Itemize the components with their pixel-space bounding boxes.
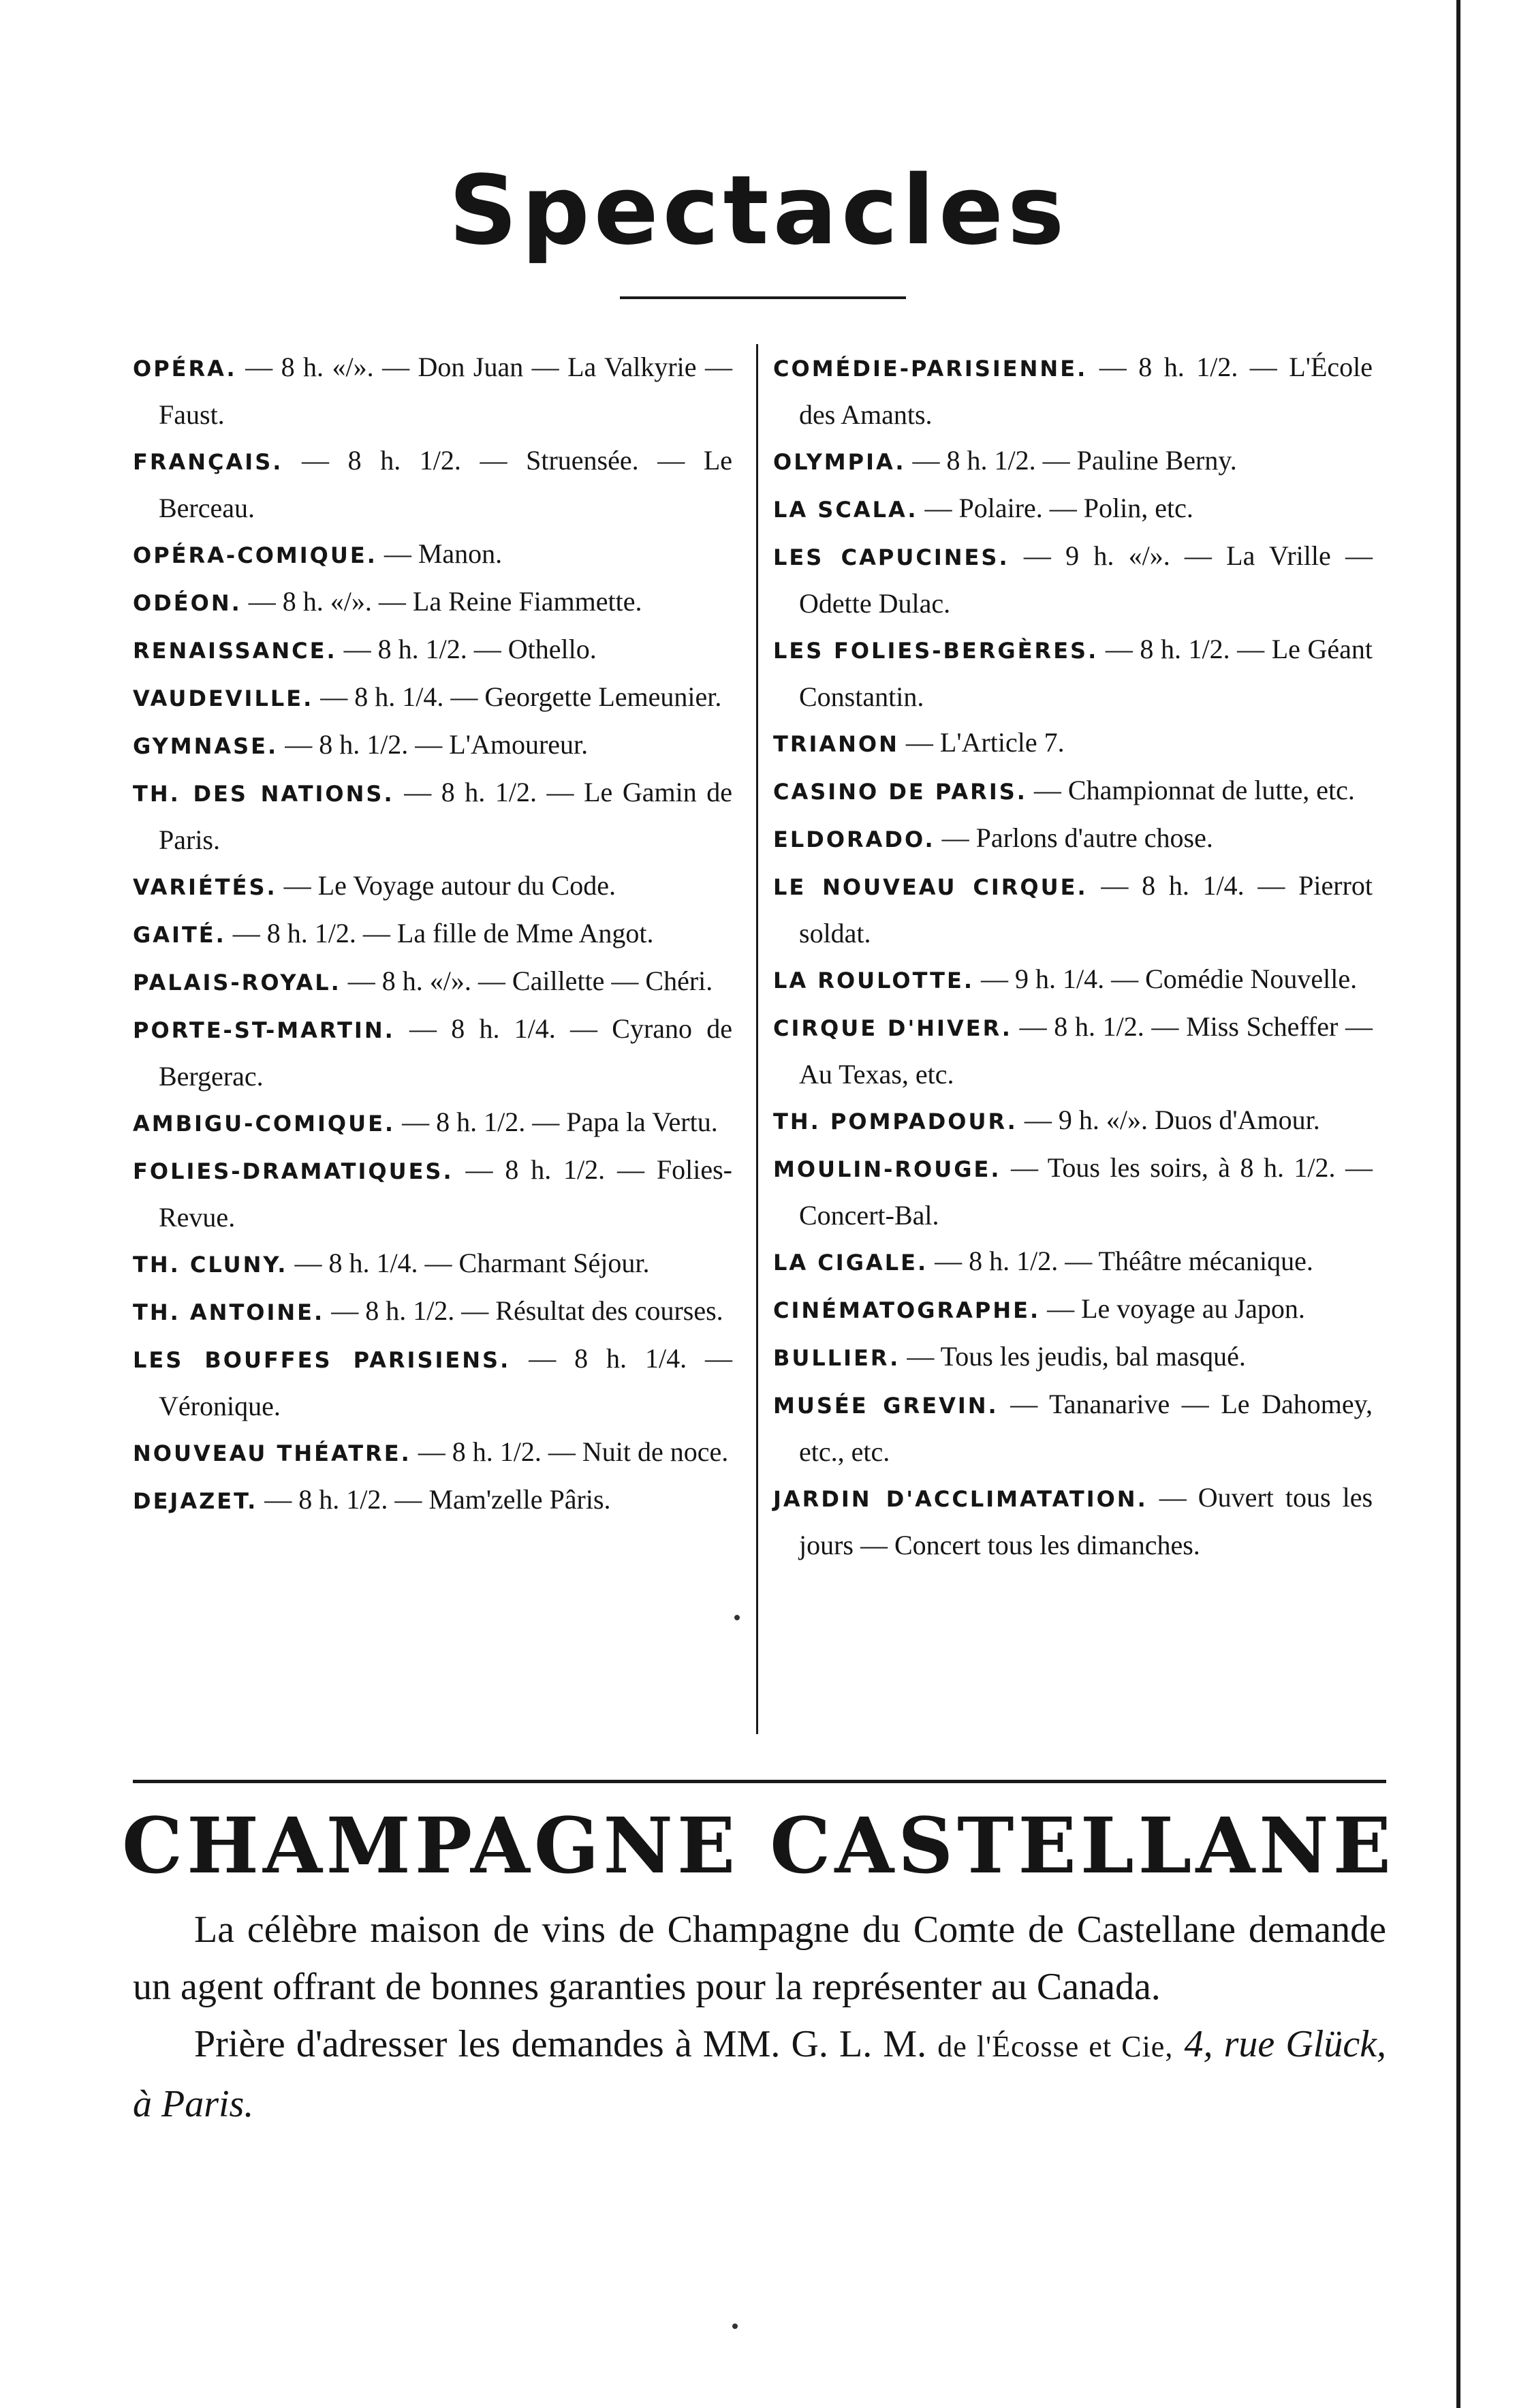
venue-name: FOLIES-DRAMATIQUES. — [133, 1158, 454, 1184]
venue-name: LA CIGALE. — [773, 1250, 928, 1276]
venue-name: OPÉRA. — [133, 356, 237, 382]
listing-entry — [133, 344, 732, 437]
venue-name: LES FOLIES-BERGÈRES. — [773, 638, 1099, 664]
venue-name: CIRQUE D'HIVER. — [773, 1015, 1012, 1041]
right-column — [773, 344, 1373, 1568]
venue-name: VAUDEVILLE. — [133, 685, 314, 711]
ad-title: CHAMPAGNE CASTELLANE — [122, 1802, 1395, 1891]
listing-entry — [133, 958, 732, 1006]
listing-entry — [133, 626, 732, 674]
column-divider — [756, 344, 758, 1734]
venue-name: FRANÇAIS. — [133, 449, 283, 475]
venue-name: CINÉMATOGRAPHE. — [773, 1297, 1041, 1323]
listing-entry — [133, 531, 732, 578]
listing-details: — 8 h. 1/2. — Miss Scheffer — Au Texas, etc. — [799, 1011, 1373, 1090]
venue-name: TH. POMPADOUR. — [773, 1109, 1018, 1134]
listing-entry — [773, 956, 1373, 1004]
ad-paragraph-1: La célèbre maison de vins de Champagne du Comte de Castellane demande un agent offrant de bonnes garanties pour la représenter au Canada. — [133, 1909, 1386, 2008]
listing-entry — [773, 1475, 1373, 1568]
listing-entry — [773, 485, 1373, 533]
listing-details: — 8 h. 1/2. — L'École des Amants. — [799, 352, 1373, 430]
venue-name: TH. DES NATIONS. — [133, 781, 394, 807]
venue-name: MOULIN-ROUGE. — [773, 1156, 1001, 1182]
listing-details: — 9 h. «/». Duos d'Amour. — [1024, 1105, 1320, 1135]
left-column — [133, 344, 732, 1524]
venue-name: OPÉRA-COMIQUE. — [133, 542, 377, 568]
venue-name: TH. ANTOINE. — [133, 1299, 325, 1325]
venue-name: LA SCALA. — [773, 497, 918, 523]
listing-details: — 8 h. 1/2. — La fille de Mme Angot. — [232, 918, 654, 948]
listing-entry — [133, 437, 732, 531]
listing-entry — [773, 1333, 1373, 1381]
listing-entry — [133, 1240, 732, 1288]
listing-entry — [773, 1286, 1373, 1333]
venue-name: AMBIGU-COMIQUE. — [133, 1111, 396, 1137]
stray-dot — [734, 1615, 740, 1620]
listing-details: — Championnat de lutte, etc. — [1033, 775, 1355, 805]
listing-details: — 8 h. 1/4. — Georgette Lemeunier. — [320, 681, 722, 712]
listing-details: — 8 h. 1/2. — Théâtre mécanique. — [935, 1246, 1313, 1276]
venue-name: GYMNASE. — [133, 733, 279, 759]
venue-name: GAITÉ. — [133, 922, 226, 948]
venue-name: ELDORADO. — [773, 827, 935, 852]
listing-entry — [133, 910, 732, 958]
listing-entry — [133, 1006, 732, 1099]
listing-entry — [773, 533, 1373, 626]
ad-address: 4, rue Glück, à Paris. — [133, 2023, 1387, 2125]
listing-entry — [133, 1429, 732, 1477]
listing-details: — 8 h. 1/4. — Cyrano de Bergerac. — [159, 1013, 733, 1092]
listing-details: — 8 h. 1/4. — Charmant Séjour. — [294, 1248, 650, 1278]
listing-details: — 8 h. 1/2. — Mam'zelle Pâris. — [264, 1484, 611, 1515]
listing-details: — Polaire. — Polin, etc. — [924, 493, 1193, 523]
listing-entry — [133, 1336, 732, 1429]
listing-details: — 8 h. 1/2. — Le Gamin de Paris. — [159, 777, 733, 855]
venue-name: LA ROULOTTE. — [773, 968, 974, 993]
venue-name: PALAIS-ROYAL. — [133, 970, 341, 995]
listing-entry — [773, 815, 1373, 863]
venue-name: RENAISSANCE. — [133, 638, 337, 664]
ad-paragraph-2 — [133, 2016, 1386, 2133]
listing-details: — 8 h. «/». — La Reine Fiammette. — [248, 586, 642, 617]
venue-name: JARDIN D'ACCLIMATATION. — [773, 1486, 1148, 1512]
listing-entry — [133, 1477, 732, 1524]
listing-entry — [133, 1099, 732, 1147]
listing-details: — L'Article 7. — [905, 727, 1065, 758]
listing-details: — 8 h. «/». — Caillette — Chéri. — [347, 966, 713, 996]
listing-entry — [133, 1147, 732, 1240]
listing-details: — 8 h. 1/2. — Résultat des courses. — [331, 1295, 723, 1326]
listing-details: — 8 h. 1/2. — Folies-Revue. — [159, 1154, 732, 1233]
listing-details: — Parlons d'autre chose. — [941, 822, 1213, 853]
listing-details: — 9 h. «/». — La Vrille — Odette Dulac. — [799, 540, 1373, 619]
listing-entry — [133, 674, 732, 722]
venue-name: MUSÉE GREVIN. — [773, 1393, 999, 1419]
listing-details: — Tous les soirs, à 8 h. 1/2. — Concert-Bal. — [799, 1152, 1373, 1231]
listing-entry — [133, 578, 732, 626]
venue-name: LES BOUFFES PARISIENS. — [133, 1347, 511, 1373]
listing-entry — [773, 863, 1373, 956]
listing-details: — 8 h. «/». — Don Juan — La Valkyrie — Faust. — [159, 352, 733, 430]
listing-entry — [773, 1145, 1373, 1238]
listing-details: — Manon. — [384, 538, 503, 569]
venue-name: CASINO DE PARIS. — [773, 779, 1027, 805]
listing-details: — Tananarive — Le Dahomey, etc., etc. — [799, 1389, 1373, 1467]
venue-name: TRIANON — [773, 731, 899, 757]
venue-name: TH. CLUNY. — [133, 1252, 288, 1278]
page-edge-line — [1456, 0, 1460, 2408]
listing-entry — [773, 720, 1373, 767]
listing-entry — [773, 1238, 1373, 1286]
listing-details: — 8 h. 1/2. — Papa la Vertu. — [402, 1107, 718, 1137]
listing-entry — [133, 863, 732, 910]
ad-separator-rule — [133, 1780, 1386, 1783]
listing-details: — 8 h. 1/2. — Le Géant Constantin. — [799, 634, 1373, 712]
title-rule — [620, 296, 906, 299]
listing-details: — 8 h. 1/4. — Véronique. — [159, 1343, 733, 1421]
listing-entry — [133, 722, 732, 769]
listing-entry — [773, 1004, 1373, 1097]
venue-name: NOUVEAU THÉATRE. — [133, 1440, 411, 1466]
listing-entry — [773, 344, 1373, 437]
listing-details: — Le voyage au Japon. — [1047, 1293, 1305, 1324]
listing-entry — [133, 769, 732, 863]
listing-entry — [773, 437, 1373, 485]
venue-name: OLYMPIA. — [773, 449, 906, 475]
venue-name: DEJAZET. — [133, 1488, 258, 1514]
listing-details: — 8 h. 1/2. — Nuit de noce. — [418, 1436, 729, 1467]
venue-name: LE NOUVEAU CIRQUE. — [773, 874, 1088, 900]
venue-name: VARIÉTÉS. — [133, 874, 277, 900]
listing-details: — 8 h. 1/2. — L'Amoureur. — [285, 729, 589, 760]
listing-details: — Tous les jeudis, bal masqué. — [907, 1341, 1246, 1372]
listing-entry — [133, 1288, 732, 1336]
listing-entry — [773, 626, 1373, 720]
listing-entry — [773, 1381, 1373, 1475]
venue-name: ODÉON. — [133, 590, 242, 616]
venue-name: LES CAPUCINES. — [773, 544, 1010, 570]
ad-paragraph-2-start: Prière d'adresser les demandes à MM. G. L. M. — [194, 2023, 927, 2065]
venue-name: PORTE-ST-MARTIN. — [133, 1017, 395, 1043]
listing-details: — Ouvert tous les jours — Concert tous les dimanches. — [799, 1482, 1373, 1560]
listing-details: — 8 h. 1/2. — Othello. — [343, 634, 597, 664]
listing-details: — 8 h. 1/2. — Struensée. — Le Berceau. — [159, 445, 733, 523]
venue-name: COMÉDIE-PARISIENNE. — [773, 356, 1088, 382]
stray-dot — [732, 2324, 738, 2329]
ad-company-name: de l'Écosse et Cie, — [937, 2030, 1174, 2063]
listing-details: — 8 h. 1/2. — Pauline Berny. — [912, 445, 1237, 476]
listing-entry — [773, 767, 1373, 815]
listing-details: — 9 h. 1/4. — Comédie Nouvelle. — [980, 963, 1358, 994]
listing-entry — [773, 1097, 1373, 1145]
listing-details: — 8 h. 1/4. — Pierrot soldat. — [799, 870, 1373, 948]
ad-body — [133, 1901, 1386, 2133]
listing-details: — Le Voyage autour du Code. — [283, 870, 616, 901]
venue-name: BULLIER. — [773, 1345, 901, 1371]
page-title: Spectacles — [448, 155, 1069, 266]
